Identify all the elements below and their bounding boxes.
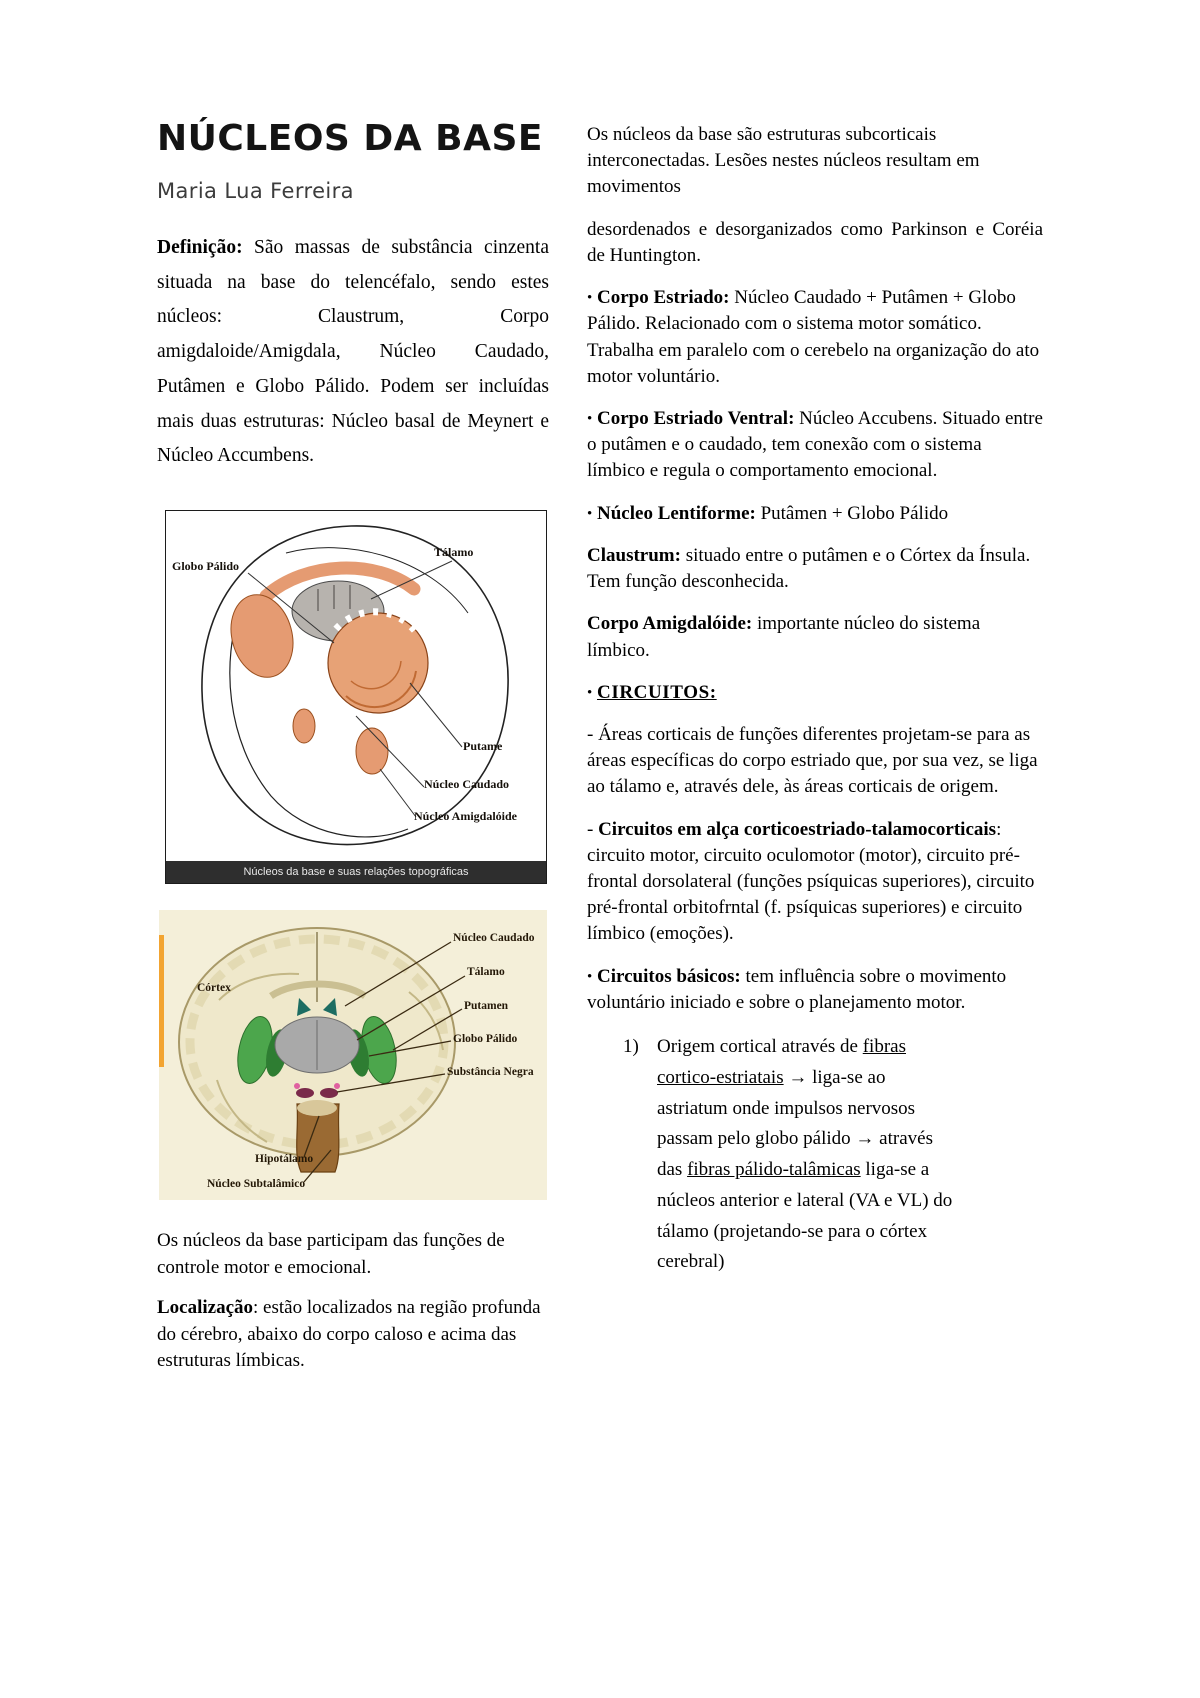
corpo-amigdaloide-text: importante núcleo do sistema límbico.: [587, 613, 981, 661]
text-segment: Origem cortical através de: [657, 1036, 863, 1058]
figure1-label-nucleo-caudado: Núcleo Caudado: [424, 776, 510, 791]
figure2-label-hipotalamo: Hipotálamo: [255, 1152, 314, 1165]
circuitos-heading: [587, 680, 1043, 706]
circuitos-alca-paragraph: [587, 817, 1043, 948]
corpo-estriado-ventral-item: [587, 406, 1043, 485]
intro-paragraph-2: desordenados e desorganizados como Parkinson e Coréia de Huntington.: [587, 218, 1043, 266]
putamen-shape: [328, 612, 428, 713]
figure2-label-putamen: Putamen: [464, 999, 509, 1012]
figure2-label-globo-palido: Globo Pálido: [453, 1032, 518, 1045]
author-name: Maria Lua Ferreira: [157, 179, 354, 203]
claustrum-text: situado entre o putâmen e o Córtex da Ínsula. Tem função desconhecida.: [587, 544, 1031, 593]
participate-paragraph: Os núcleos da base participam das funções de controle motor e emocional.: [157, 1229, 505, 1278]
corpo-amigdaloide-paragraph: [587, 611, 1043, 663]
numbered-item-text: [657, 1032, 955, 1278]
circuitos-heading-label: CIRCUITOS:: [597, 681, 717, 703]
orange-edge-strip: [159, 935, 164, 1067]
nucleo-lentiforme-lead: Núcleo Lentiforme:: [597, 502, 756, 524]
figure1-label-globo-palido: Globo Pálido: [172, 558, 240, 573]
left-column: [157, 118, 549, 1375]
bullet-icon: •: [587, 290, 593, 307]
hypothalamus-shape: [297, 1100, 337, 1116]
figure1-label-putame: Putame: [463, 738, 503, 753]
localizacao-paragraph: [157, 1295, 549, 1375]
figure2-label-talamo: Tálamo: [467, 965, 505, 978]
definition-lead: Definição:: [157, 237, 243, 258]
intro-paragraph-1: Os núcleos da base são estruturas subcorticais interconectadas. Lesões nestes núcleos resultam em movimentos: [587, 124, 980, 198]
localizacao-lead: Localização: [157, 1297, 254, 1319]
nucleo-lentiforme-item: [587, 501, 1043, 527]
circuitos-alca-lead: Circuitos em alça corticoestriado-talamocorticais: [598, 818, 997, 840]
localizacao-text: : estão localizados na região profunda do cérebro, abaixo do corpo caloso e acima das estruturas límbicas.: [157, 1297, 541, 1372]
bullet-icon: •: [587, 410, 593, 427]
figure2-label-substancia-negra: Substância Negra: [447, 1065, 534, 1078]
page-title: NÚCLEOS DA BASE: [157, 118, 543, 159]
bullet-icon: •: [587, 684, 593, 701]
figure1-label-talamo: Tálamo: [434, 544, 474, 559]
areas-corticais-paragraph: - Áreas corticais de funções diferentes projetam-se para as áreas específicas do corpo estriado que, por sua vez, se liga ao tálamo e, através dele, às áreas corticais de origem.: [587, 723, 1038, 798]
claustrum-paragraph: [587, 543, 1043, 595]
text-segment: → liga-se ao astriatum onde impulsos nervosos passam pelo globo pálido → através das: [657, 1066, 933, 1181]
figure2-label-nucleo-caudado: Núcleo Caudado: [453, 931, 535, 944]
circuitos-basicos-lead: Circuitos básicos:: [597, 965, 741, 987]
circuitos-basicos-text: tem influência sobre o movimento voluntário iniciado e sobre o planejamento motor.: [587, 965, 1007, 1013]
corpo-estriado-ventral-lead: Corpo Estriado Ventral:: [597, 407, 795, 429]
nucleo-lentiforme-text: Putâmen + Globo Pálido: [755, 502, 949, 524]
amygdala-shape: [356, 728, 388, 774]
corpo-estriado-text: Núcleo Caudado + Putâmen + Globo Pálido. Relacionado com o sistema motor somático. Trabalha em paralelo com o cerebelo na organização do ato motor voluntário.: [587, 287, 1040, 387]
bullet-icon: •: [587, 968, 593, 985]
figure2-label-nucleo-subtalamico: Núcleo Subtalâmico: [207, 1177, 306, 1190]
claustrum-lead: Claustrum:: [587, 544, 681, 566]
right-column: [587, 122, 1043, 1278]
numbered-item-1: [587, 1032, 1043, 1278]
definition-paragraph: [157, 231, 549, 474]
text-segment: liga-se a núcleos anterior e lateral (VA e VL) do tálamo (projetando-se para o córtex cerebral): [657, 1159, 953, 1273]
figure1-label-nucleo-amigdaloide: Núcleo Amigdalóide: [414, 808, 518, 823]
figure-brain-lateral: [165, 510, 547, 884]
dash: -: [587, 818, 599, 840]
numbered-item-marker: 1): [623, 1036, 639, 1058]
figure2-label-cortex: Córtex: [197, 981, 231, 994]
thalamus-shape: [275, 1017, 359, 1073]
bullet-icon: •: [587, 505, 593, 522]
underlined-fibras-palido-talamicas: fibras pálido-talâmicas: [687, 1159, 861, 1181]
underlined-fibras-cortico-estriatais: fibras cortico-estriatais: [657, 1036, 906, 1088]
corpo-amigdaloide-lead: Corpo Amigdalóide:: [587, 613, 753, 635]
figure1-caption: Núcleos da base e suas relações topográficas: [166, 861, 546, 883]
corpo-estriado-item: [587, 285, 1043, 390]
circuitos-alca-text: : circuito motor, circuito oculomotor (motor), circuito pré-frontal dorsolateral (funções psíquicas superiores), circuito pré-frontal orbitofrntal (f. psíquicas superiores) e circuito límbico (emoções).: [587, 818, 1035, 945]
figure-brain-coronal: [159, 910, 547, 1200]
figure2-illustration: [159, 910, 547, 1200]
corpo-estriado-ventral-text: Núcleo Accubens. Situado entre o putâmen e o caudado, tem conexão com o sistema límbico e regula o comportamento emocional.: [587, 407, 1043, 482]
corpo-estriado-lead: Corpo Estriado:: [597, 287, 730, 309]
definition-text: São massas de substância cinzenta situada na base do telencéfalo, sendo estes núcleos: Claustrum, Corpo amigdaloide/Amigdala, Núcleo Caudado, Putâmen e Globo Pálido. Podem ser incluídas mais duas estruturas: Núcleo basal de Meynert e Núcleo Accumbens.: [157, 237, 549, 467]
circuitos-basicos-item: [587, 964, 1043, 1016]
